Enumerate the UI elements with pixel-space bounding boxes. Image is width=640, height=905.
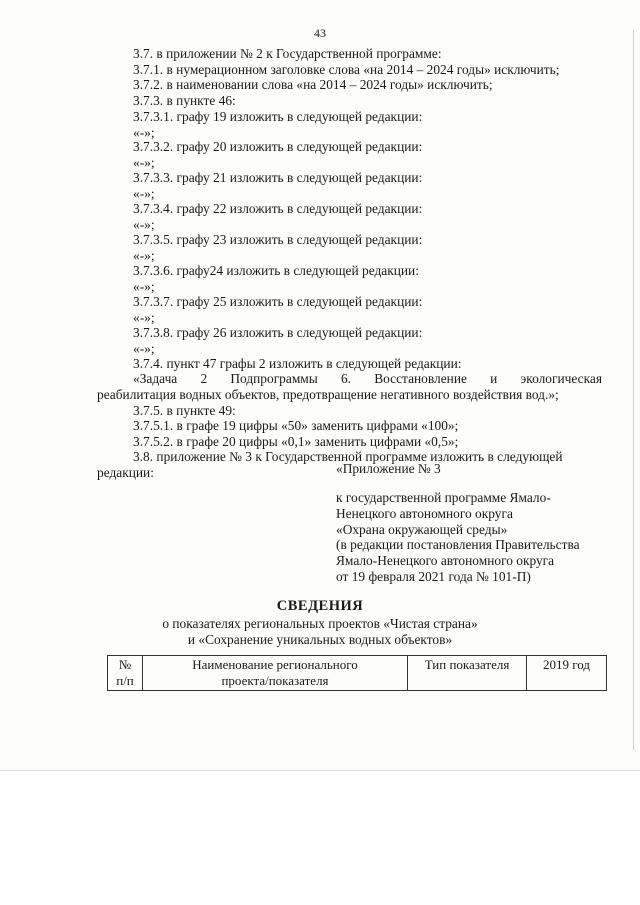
heading-subtitle: и «Сохранение уникальных водных объектов» (187, 632, 453, 647)
appendix-line: от 19 февраля 2021 года № 101-П) (336, 569, 531, 584)
header-cell-name (143, 656, 408, 691)
text-line: 3.7.3.2. графу 20 изложить в следующей редакции: (133, 139, 423, 154)
text-line: «-»; (133, 279, 155, 294)
appendix-line: к государственной программе Ямало- (336, 490, 551, 505)
text-line: «-»; (133, 310, 155, 325)
appendix-line: «Охрана окружающей среды» (336, 522, 508, 537)
text-line: 3.7. в приложении № 2 к Государственной программе: (133, 46, 442, 61)
text-line: «-»; (133, 186, 155, 201)
text-line: «-»; (133, 125, 155, 140)
appendix-label: «Приложение № 3 (336, 461, 441, 476)
text-line: реабилитация водных объектов, предотвращение негативного воздействия вод.»; (97, 387, 559, 402)
section-heading (0, 598, 640, 648)
indicators-table (107, 655, 607, 691)
text-line: 3.7.5. в пункте 49: (133, 403, 236, 418)
heading-title: СВЕДЕНИЯ (276, 598, 364, 614)
header-cell-year (527, 656, 607, 691)
header-cell-number (108, 656, 143, 691)
text-line: 3.7.4. пункт 47 графы 2 изложить в следующей редакции: (133, 356, 462, 371)
text-line: «-»; (133, 217, 155, 232)
header-text: № (118, 657, 132, 672)
text-line: «-»; (133, 341, 155, 356)
text-line: 3.7.3.8. графу 26 изложить в следующей редакции: (133, 325, 423, 340)
text-line: «Задача 2 Подпрограммы 6. Восстановление и экологическая (133, 371, 602, 386)
header-cell-type (408, 656, 527, 691)
appendix-line: Ненецкого автономного округа (336, 506, 513, 521)
page-number: 43 (314, 26, 326, 40)
header-text: Тип показателя (424, 657, 510, 672)
text-line: 3.7.3.5. графу 23 изложить в следующей редакции: (133, 232, 423, 247)
text-line: 3.8. приложение № 3 к Государственной программе изложить в следующей (133, 449, 563, 464)
header-text: Наименование регионального (192, 657, 358, 672)
table-header-row (108, 656, 607, 691)
text-line: редакции: (97, 465, 154, 480)
text-line: 3.7.3.3. графу 21 изложить в следующей редакции: (133, 170, 423, 185)
header-text: 2019 год (543, 657, 590, 672)
header-text: п/п (116, 673, 134, 688)
text-line: 3.7.1. в нумерационном заголовке слова «на 2014 – 2024 годы» исключить; (133, 62, 560, 77)
text-line: 3.7.2. в наименовании слова «на 2014 – 2024 годы» исключить; (133, 77, 493, 92)
text-line: «-»; (133, 155, 155, 170)
text-line: 3.7.3.1. графу 19 изложить в следующей редакции: (133, 109, 423, 124)
text-line: 3.7.3.4. графу 22 изложить в следующей редакции: (133, 201, 423, 216)
text-line: 3.7.3.7. графу 25 изложить в следующей редакции: (133, 294, 423, 309)
appendix-line: (в редакции постановления Правительства (336, 537, 580, 552)
text-line: «-»; (133, 248, 155, 263)
text-line: 3.7.3.6. графу24 изложить в следующей редакции: (133, 263, 419, 278)
text-line: 3.7.3. в пункте 46: (133, 93, 236, 108)
text-line: 3.7.5.1. в графе 19 цифры «50» заменить цифрами «100»; (133, 418, 459, 433)
heading-subtitle: о показателях региональных проектов «Чистая страна» (162, 616, 478, 631)
text-line: 3.7.5.2. в графе 20 цифры «0,1» заменить цифрами «0,5»; (133, 434, 459, 449)
appendix-line: Ямало-Ненецкого автономного округа (336, 553, 555, 568)
header-text: проекта/показателя (221, 673, 329, 688)
